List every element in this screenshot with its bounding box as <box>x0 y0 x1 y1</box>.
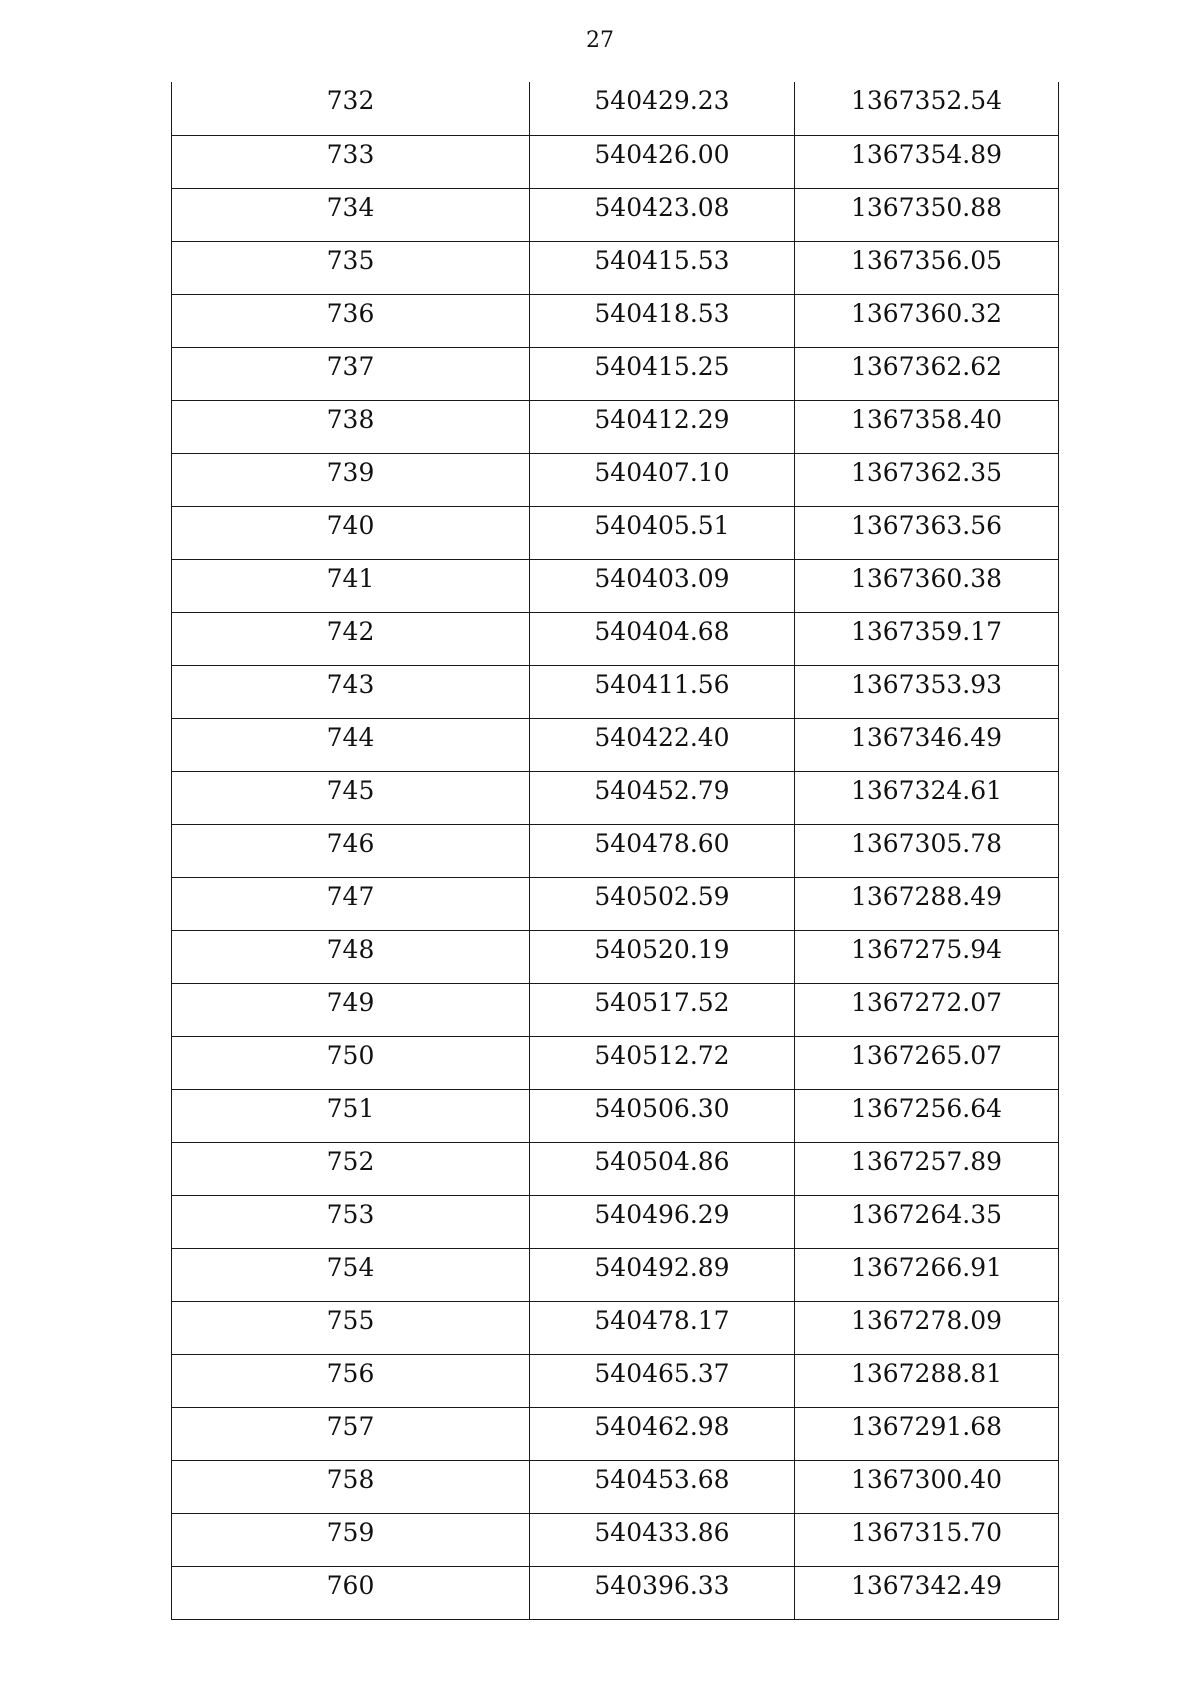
y-coordinate-cell: 1367288.49 <box>795 877 1059 930</box>
point-number-cell: 751 <box>172 1089 530 1142</box>
x-coordinate-cell: 540502.59 <box>530 877 795 930</box>
x-coordinate-cell: 540423.08 <box>530 188 795 241</box>
point-number-cell: 754 <box>172 1248 530 1301</box>
table-row <box>172 824 1059 877</box>
x-coordinate-cell: 540433.86 <box>530 1513 795 1566</box>
x-coordinate-cell: 540506.30 <box>530 1089 795 1142</box>
table-row <box>172 665 1059 718</box>
x-coordinate-cell: 540403.09 <box>530 559 795 612</box>
x-coordinate-cell: 540415.53 <box>530 241 795 294</box>
x-coordinate-cell: 540429.23 <box>530 82 795 135</box>
table-row <box>172 1460 1059 1513</box>
y-coordinate-cell: 1367353.93 <box>795 665 1059 718</box>
y-coordinate-cell: 1367272.07 <box>795 983 1059 1036</box>
x-coordinate-cell: 540478.60 <box>530 824 795 877</box>
y-coordinate-cell: 1367288.81 <box>795 1354 1059 1407</box>
table-row <box>172 983 1059 1036</box>
table-row <box>172 1195 1059 1248</box>
point-number-cell: 734 <box>172 188 530 241</box>
table-row <box>172 506 1059 559</box>
y-coordinate-cell: 1367266.91 <box>795 1248 1059 1301</box>
table-row <box>172 1513 1059 1566</box>
page-number: 27 <box>586 28 614 53</box>
table-row <box>172 718 1059 771</box>
y-coordinate-cell: 1367356.05 <box>795 241 1059 294</box>
x-coordinate-cell: 540407.10 <box>530 453 795 506</box>
y-coordinate-cell: 1367362.62 <box>795 347 1059 400</box>
y-coordinate-cell: 1367362.35 <box>795 453 1059 506</box>
point-number-cell: 742 <box>172 612 530 665</box>
x-coordinate-cell: 540405.51 <box>530 506 795 559</box>
y-coordinate-cell: 1367358.40 <box>795 400 1059 453</box>
y-coordinate-cell: 1367256.64 <box>795 1089 1059 1142</box>
x-coordinate-cell: 540520.19 <box>530 930 795 983</box>
point-number-cell: 743 <box>172 665 530 718</box>
point-number-cell: 739 <box>172 453 530 506</box>
point-number-cell: 750 <box>172 1036 530 1089</box>
y-coordinate-cell: 1367352.54 <box>795 82 1059 135</box>
point-number-cell: 733 <box>172 135 530 188</box>
x-coordinate-cell: 540411.56 <box>530 665 795 718</box>
x-coordinate-cell: 540426.00 <box>530 135 795 188</box>
point-number-cell: 745 <box>172 771 530 824</box>
x-coordinate-cell: 540418.53 <box>530 294 795 347</box>
point-number-cell: 756 <box>172 1354 530 1407</box>
y-coordinate-cell: 1367354.89 <box>795 135 1059 188</box>
point-number-cell: 755 <box>172 1301 530 1354</box>
point-number-cell: 738 <box>172 400 530 453</box>
table-row <box>172 1301 1059 1354</box>
table-row <box>172 1566 1059 1619</box>
point-number-cell: 760 <box>172 1566 530 1619</box>
point-number-cell: 737 <box>172 347 530 400</box>
x-coordinate-cell: 540412.29 <box>530 400 795 453</box>
point-number-cell: 741 <box>172 559 530 612</box>
y-coordinate-cell: 1367359.17 <box>795 612 1059 665</box>
table-row <box>172 1407 1059 1460</box>
table-row <box>172 930 1059 983</box>
point-number-cell: 758 <box>172 1460 530 1513</box>
x-coordinate-cell: 540396.33 <box>530 1566 795 1619</box>
x-coordinate-cell: 540517.52 <box>530 983 795 1036</box>
table-row <box>172 400 1059 453</box>
x-coordinate-cell: 540415.25 <box>530 347 795 400</box>
table-row <box>172 453 1059 506</box>
y-coordinate-cell: 1367264.35 <box>795 1195 1059 1248</box>
table-row <box>172 1142 1059 1195</box>
table-row <box>172 559 1059 612</box>
y-coordinate-cell: 1367324.61 <box>795 771 1059 824</box>
y-coordinate-cell: 1367278.09 <box>795 1301 1059 1354</box>
y-coordinate-cell: 1367350.88 <box>795 188 1059 241</box>
table-row <box>172 1089 1059 1142</box>
table-row <box>172 771 1059 824</box>
point-number-cell: 744 <box>172 718 530 771</box>
point-number-cell: 735 <box>172 241 530 294</box>
table-row <box>172 1036 1059 1089</box>
table-row <box>172 347 1059 400</box>
y-coordinate-cell: 1367265.07 <box>795 1036 1059 1089</box>
x-coordinate-cell: 540404.68 <box>530 612 795 665</box>
y-coordinate-cell: 1367300.40 <box>795 1460 1059 1513</box>
x-coordinate-cell: 540422.40 <box>530 718 795 771</box>
coordinates-table <box>171 82 1059 1620</box>
x-coordinate-cell: 540504.86 <box>530 1142 795 1195</box>
y-coordinate-cell: 1367275.94 <box>795 930 1059 983</box>
table-row <box>172 188 1059 241</box>
point-number-cell: 746 <box>172 824 530 877</box>
point-number-cell: 747 <box>172 877 530 930</box>
y-coordinate-cell: 1367315.70 <box>795 1513 1059 1566</box>
y-coordinate-cell: 1367257.89 <box>795 1142 1059 1195</box>
table-row <box>172 241 1059 294</box>
y-coordinate-cell: 1367305.78 <box>795 824 1059 877</box>
x-coordinate-cell: 540452.79 <box>530 771 795 824</box>
x-coordinate-cell: 540462.98 <box>530 1407 795 1460</box>
x-coordinate-cell: 540465.37 <box>530 1354 795 1407</box>
y-coordinate-cell: 1367360.32 <box>795 294 1059 347</box>
x-coordinate-cell: 540492.89 <box>530 1248 795 1301</box>
table-row <box>172 1248 1059 1301</box>
table-row <box>172 612 1059 665</box>
table-row <box>172 135 1059 188</box>
table-row <box>172 1354 1059 1407</box>
point-number-cell: 749 <box>172 983 530 1036</box>
y-coordinate-cell: 1367363.56 <box>795 506 1059 559</box>
table-row <box>172 82 1059 135</box>
point-number-cell: 736 <box>172 294 530 347</box>
point-number-cell: 759 <box>172 1513 530 1566</box>
x-coordinate-cell: 540453.68 <box>530 1460 795 1513</box>
table-row <box>172 877 1059 930</box>
point-number-cell: 757 <box>172 1407 530 1460</box>
coordinates-table-body <box>172 82 1059 1619</box>
point-number-cell: 732 <box>172 82 530 135</box>
y-coordinate-cell: 1367342.49 <box>795 1566 1059 1619</box>
y-coordinate-cell: 1367360.38 <box>795 559 1059 612</box>
point-number-cell: 752 <box>172 1142 530 1195</box>
y-coordinate-cell: 1367291.68 <box>795 1407 1059 1460</box>
table-row <box>172 294 1059 347</box>
x-coordinate-cell: 540478.17 <box>530 1301 795 1354</box>
point-number-cell: 753 <box>172 1195 530 1248</box>
y-coordinate-cell: 1367346.49 <box>795 718 1059 771</box>
x-coordinate-cell: 540512.72 <box>530 1036 795 1089</box>
point-number-cell: 748 <box>172 930 530 983</box>
x-coordinate-cell: 540496.29 <box>530 1195 795 1248</box>
point-number-cell: 740 <box>172 506 530 559</box>
